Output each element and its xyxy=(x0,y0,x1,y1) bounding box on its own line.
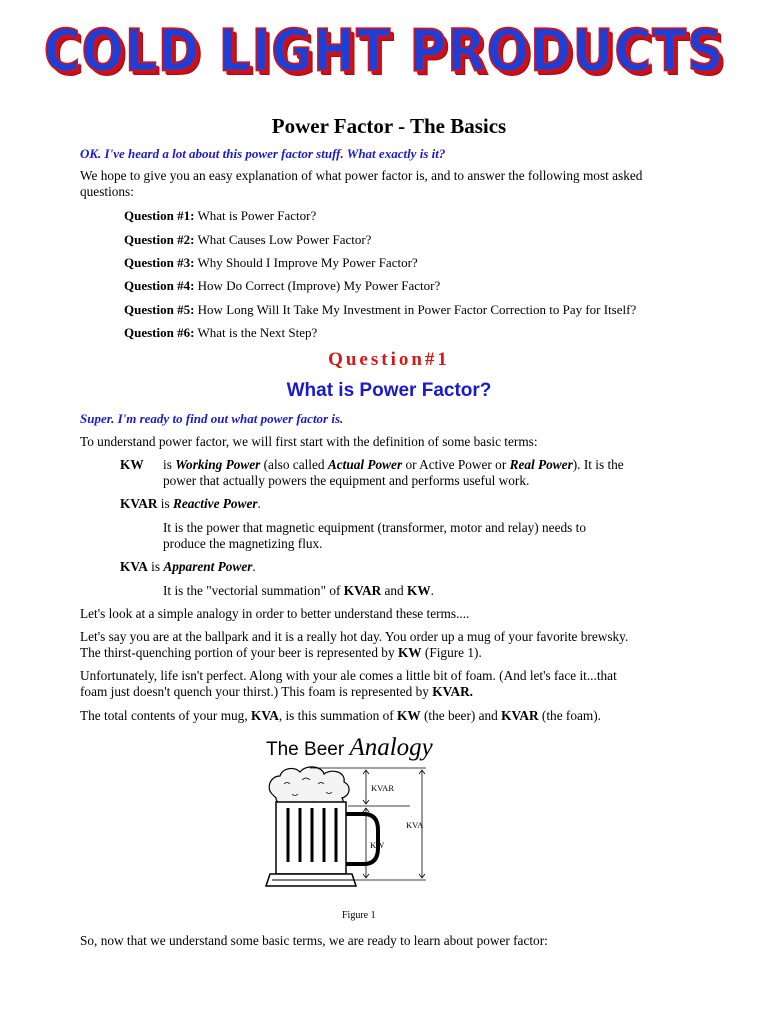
kva-label: KVA xyxy=(120,559,148,574)
question-text: What Causes Low Power Factor? xyxy=(197,232,372,247)
kva-desc-and: and xyxy=(384,583,404,598)
foam-line1: Unfortunately, life isn't perfect. Along with your ale comes a little bit of foam. (And let's face it...that xyxy=(80,668,617,683)
kva-apparent-power: Apparent Power xyxy=(163,559,253,574)
kvar-label: KVAR xyxy=(120,496,158,511)
intro-paragraph: We hope to give you an easy explanation of what power factor is, and to answer the following most asked questions: xyxy=(80,168,643,199)
ballpark-line2 xyxy=(80,645,720,661)
kva-fig-label: KVA xyxy=(406,820,424,830)
question-item xyxy=(124,255,418,271)
kw-working-power: Working Power xyxy=(175,457,261,472)
total-kvar: KVAR xyxy=(501,708,539,723)
kva-definition: KVA is Apparent Power. xyxy=(120,559,256,574)
ballpark-pre: The thirst-quenching portion of your beer is represented by xyxy=(80,645,395,660)
beer-analogy-title xyxy=(266,734,433,762)
kva-desc-kvar: KVAR xyxy=(343,583,382,598)
total-pre: The total contents of your mug, xyxy=(80,708,248,723)
question-text: What is the Next Step? xyxy=(197,325,318,340)
intro-question: OK. I've heard a lot about this power factor stuff. What exactly is it? xyxy=(80,146,446,161)
kw-definition-line2: power that actually powers the equipment and performs useful work. xyxy=(163,473,530,488)
mug-handle xyxy=(346,814,378,864)
total-mid: , is this summation of xyxy=(278,708,394,723)
question-text: What is Power Factor? xyxy=(197,208,317,223)
section-heading: Question#1 xyxy=(328,349,450,370)
question-label: Question #2: xyxy=(124,232,195,247)
kva-desc-kw: KW xyxy=(407,583,431,598)
total-foam: (the foam). xyxy=(541,708,601,723)
question-item xyxy=(124,278,440,294)
question-label: Question #3: xyxy=(124,255,195,270)
closing-paragraph: So, now that we understand some basic terms, we are ready to learn about power factor: xyxy=(80,933,548,948)
question-item xyxy=(124,232,371,248)
definitions-intro: To understand power factor, we will first start with the definition of some basic terms: xyxy=(80,434,538,449)
kw-end: ). It is the xyxy=(572,457,624,472)
ballpark-line1: Let's say you are at the ballpark and it is a really hot day. You order up a mug of your favorite brewsky. xyxy=(80,629,629,644)
question-label: Question #4: xyxy=(124,278,195,293)
question-label: Question #1: xyxy=(124,208,195,223)
question-text: Why Should I Improve My Power Factor? xyxy=(197,255,418,270)
question-item xyxy=(124,325,317,341)
total-kw: KW xyxy=(397,708,421,723)
kw-term xyxy=(120,457,144,473)
foam-line2 xyxy=(80,684,720,700)
analogy-intro: Let's look at a simple analogy in order to better understand these terms.... xyxy=(80,606,470,621)
kvar-fig-label: KVAR xyxy=(371,783,394,793)
company-logo: COLD LIGHT PRODUCTS xyxy=(43,17,725,85)
ballpark-kw: KW xyxy=(397,645,422,660)
question-text: How Long Will It Take My Investment in Power Factor Correction to Pay for Itself? xyxy=(197,302,637,317)
kvar-is: is xyxy=(160,496,170,511)
total-kva: KVA xyxy=(250,708,279,723)
question-label: Question #5: xyxy=(124,302,195,317)
kw-is: is xyxy=(163,457,172,472)
kva-desc-end: . xyxy=(430,583,434,598)
kvar-desc-line1: It is the power that magnetic equipment (transformer, motor and relay) needs to xyxy=(163,520,586,535)
foam-kvar: KVAR. xyxy=(432,684,474,699)
page-title: Power Factor - The Basics xyxy=(271,114,507,138)
total-paragraph xyxy=(80,708,601,724)
kw-also: (also called xyxy=(263,457,325,472)
section-subheading: What is Power Factor? xyxy=(286,380,492,401)
foam-pre: foam just doesn't quench your thirst.) This foam is represented by xyxy=(80,684,429,699)
kw-real-power: Real Power xyxy=(509,457,573,472)
question-text: How Do Correct (Improve) My Power Factor? xyxy=(197,278,441,293)
kvar-definition: KVAR is Reactive Power. xyxy=(120,496,261,511)
beer-title-small: The Beer xyxy=(266,739,345,760)
kva-desc xyxy=(163,583,434,599)
beer-title-big: Analogy xyxy=(349,734,433,761)
question-item xyxy=(124,302,636,318)
kw-label: KW xyxy=(120,457,144,472)
kw-definition xyxy=(163,457,683,473)
kw-or: or Active Power or xyxy=(405,457,507,472)
question-label: Question #6: xyxy=(124,325,195,340)
kw-actual-power: Actual Power xyxy=(327,457,403,472)
ballpark-paragraph xyxy=(80,629,720,661)
foam-paragraph xyxy=(80,668,720,700)
kva-desc-pre: It is the "vectorial summation" of xyxy=(163,583,341,598)
kvar-reactive-power: Reactive Power xyxy=(172,496,258,511)
kw-fig-label: KW xyxy=(370,840,385,850)
figure-caption: Figure 1 xyxy=(342,910,376,921)
kva-is: is xyxy=(151,559,161,574)
ballpark-end: (Figure 1). xyxy=(424,645,482,660)
beer-mug-figure xyxy=(262,762,442,908)
kvar-desc-line2: produce the magnetizing flux. xyxy=(163,536,323,551)
section-prompt: Super. I'm ready to find out what power factor is. xyxy=(80,411,344,426)
total-beer: (the beer) and xyxy=(424,708,498,723)
question-item xyxy=(124,208,316,224)
